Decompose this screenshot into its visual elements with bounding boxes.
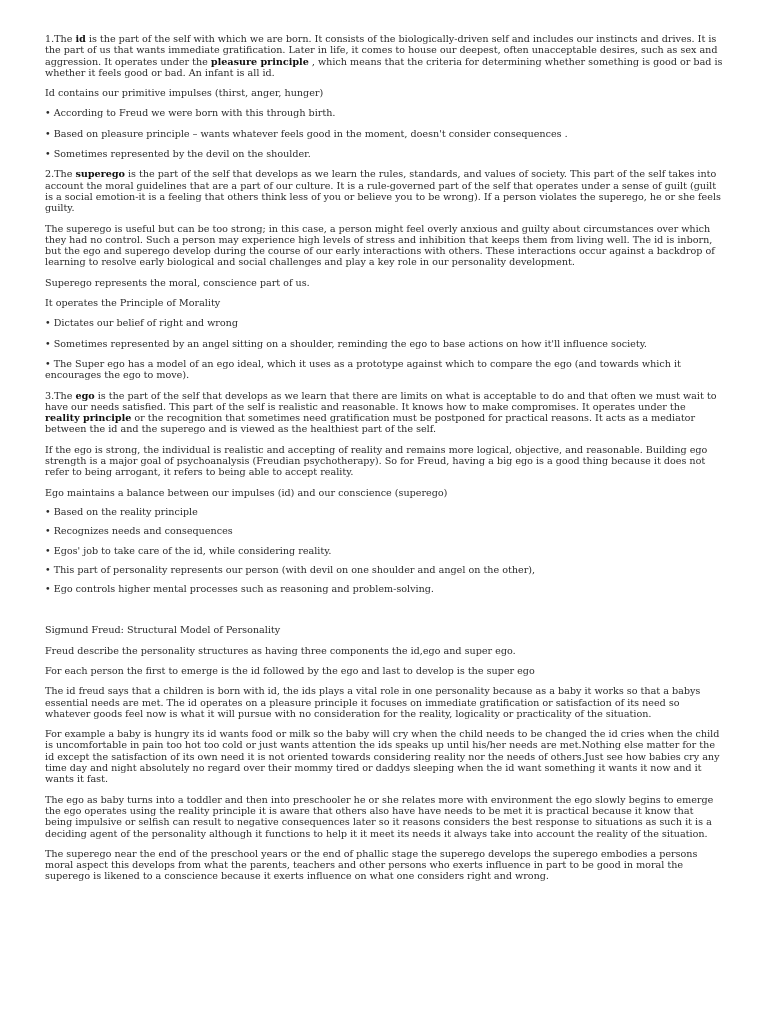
- superego-paragraph-2: The superego is useful but can be too strong; in this case, a person might feel overly anxious and guilty about circumstances over which they had no control. Such a person may experience high levels of stress and inhibition that keeps them from living well. The id is inborn, but the ego and superego develop during the course of our early interactions with others. These interactions occur against a backdrop of learning to resolve early biological and social challenges and play a key role in our personality development.: [45, 223, 715, 269]
- section-number: 2.The: [45, 169, 76, 181]
- ego-bullet: • Ego controls higher mental processes such as reasoning and problem-solving.: [45, 584, 434, 596]
- ego-bullet: • Egos' job to take care of the id, while considering reality.: [45, 545, 332, 557]
- id-bullet: • According to Freud we were born with this through birth.: [45, 108, 336, 120]
- paragraph-text: is the part of the self that develops as we learn the rules, standards, and values of society. This part of the self takes into account the moral guidelines that are a part of our culture. It is a rule-governed part of the self that operates under a sense of guilt (guilt is a social emotion-it is a feeling that others think less of you or believe you to be wrong). If a person violates the superego, he or she feels guilty.: [45, 169, 721, 215]
- paragraph-text: is the part of the self that develops as we learn that there are limits on what is acceptable to do and that often we must wait to have our needs satisfied. This part of the self is realistic and reasonable. It knows how to make compromises. It operates under the: [45, 390, 717, 413]
- model-paragraph: The ego as baby turns into a toddler and then into preschooler he or she relates more with environment the ego slowly begins to emerge the ego operates using the reality principle it is aware that others also have have needs to be met it is practical because it know that being impulsive or selfish can result to negative consequences later so it reasons considers the best response to situations as such it is a deciding agent of the personality although it functions to help it it meet its needs it always take into account the reality of the situation.: [45, 794, 714, 840]
- id-bullet: • Based on pleasure principle – wants whatever feels good in the moment, doesn't consider consequences .: [45, 128, 568, 140]
- ego-balance: Ego maintains a balance between our impulses (id) and our conscience (superego): [45, 487, 448, 499]
- superego-represents: Superego represents the moral, conscience part of us.: [45, 277, 310, 289]
- paragraph-text: , which means that the criteria for determining whether something is good or bad is whether it feels good or bad. An infant is all id.: [45, 56, 723, 79]
- section-number: 1.The: [45, 34, 76, 45]
- term-superego: superego: [75, 169, 125, 181]
- id-intro: Id contains our primitive impulses (thirst, anger, hunger): [45, 88, 324, 100]
- id-bullet: • Sometimes represented by the devil on the shoulder.: [45, 149, 311, 161]
- superego-principle: It operates the Principle of Morality: [45, 298, 221, 310]
- ego-bullet: • Based on the reality principle: [45, 506, 198, 518]
- model-paragraph: The superego near the end of the preschool years or the end of phallic stage the superego develops the superego embodies a persons moral aspect this develops from what the parents, teachers and other persons who exerts influence in part to be good in moral the superego is likened to a conscience because it exerts influence on what one considers right and wrong.: [45, 848, 698, 883]
- term-id: id: [75, 34, 86, 45]
- superego-bullet: • Sometimes represented by an angel sitting on a shoulder, reminding the ego to base actions on how it'll influence society.: [45, 338, 647, 350]
- paragraph-text: is the part of the self with which we are born. It consists of the biologically-driven self and includes our instincts and drives. It is the part of us that wants immediate gratification. Later in life, it comes to house our deepest, often unacceptable desires, such as sex and aggression. It operates under the: [45, 34, 718, 68]
- paragraph-text: or the recognition that sometimes need gratification must be postponed for practical reasons. It acts as a mediator between the id and the superego and is viewed as the healthiest part of the self.: [45, 413, 696, 436]
- model-title: Sigmund Freud: Structural Model of Personality: [45, 625, 281, 637]
- section-number: 3.The: [45, 390, 76, 402]
- model-paragraph: Freud describe the personality structures as having three components the id,ego and super ego.: [45, 645, 516, 657]
- id-paragraph: [45, 34, 723, 79]
- ego-bullet: • This part of personality represents our person (with devil on one shoulder and angel on the other),: [45, 564, 536, 576]
- superego-bullet: • The Super ego has a model of an ego ideal, which it uses as a prototype against which to compare the ego (and towards which it encourages the ego to move).: [45, 358, 681, 382]
- superego-bullet: • Dictates our belief of right and wrong: [45, 318, 238, 330]
- term-reality-principle: reality principle: [45, 413, 132, 425]
- model-paragraph: For each person the first to emerge is the id followed by the ego and last to develop is the super ego: [45, 665, 535, 677]
- term-ego: ego: [75, 390, 95, 402]
- spacer: [45, 603, 723, 625]
- ego-paragraph-2: If the ego is strong, the individual is realistic and accepting of reality and remains more logical, objective, and reasonable. Building ego strength is a major goal of psychoanalysis (Freudian psychotherapy). So for Freud, having a big ego is a good thing because it does not refer to being arrogant, it refers to being able to accept reality.: [45, 444, 708, 479]
- superego-paragraph: [45, 169, 723, 214]
- ego-paragraph: [45, 391, 723, 436]
- term-pleasure-principle: pleasure principle: [210, 56, 309, 68]
- ego-bullet: • Recognizes needs and consequences: [45, 526, 233, 538]
- model-paragraph: The id freud says that a children is born with id, the ids plays a vital role in one personality because as a baby it works so that a babys essential needs are met. The id operates on a pleasure principle it focuses on immediate gratification or satisfaction of its need so whatever goods feel now is what it will pursue with no consideration for the reality, logicality or practicality of the situation.: [45, 686, 701, 720]
- model-paragraph: For example a baby is hungry its id wants food or milk so the baby will cry when the child needs to be changed the id cries when the child is uncomfortable in pain too hot too cold or just wants attention the ids speaks up until his/her needs are met.Nothing else matter for the id except the satisfaction of its own need it is not oriented towards considering reality nor the needs of others.Just see how babies cry any time day and night absolutely no regard over their mommy tired or daddys sleeping when the id want something it wants it now and it wants it fast.: [45, 729, 720, 786]
